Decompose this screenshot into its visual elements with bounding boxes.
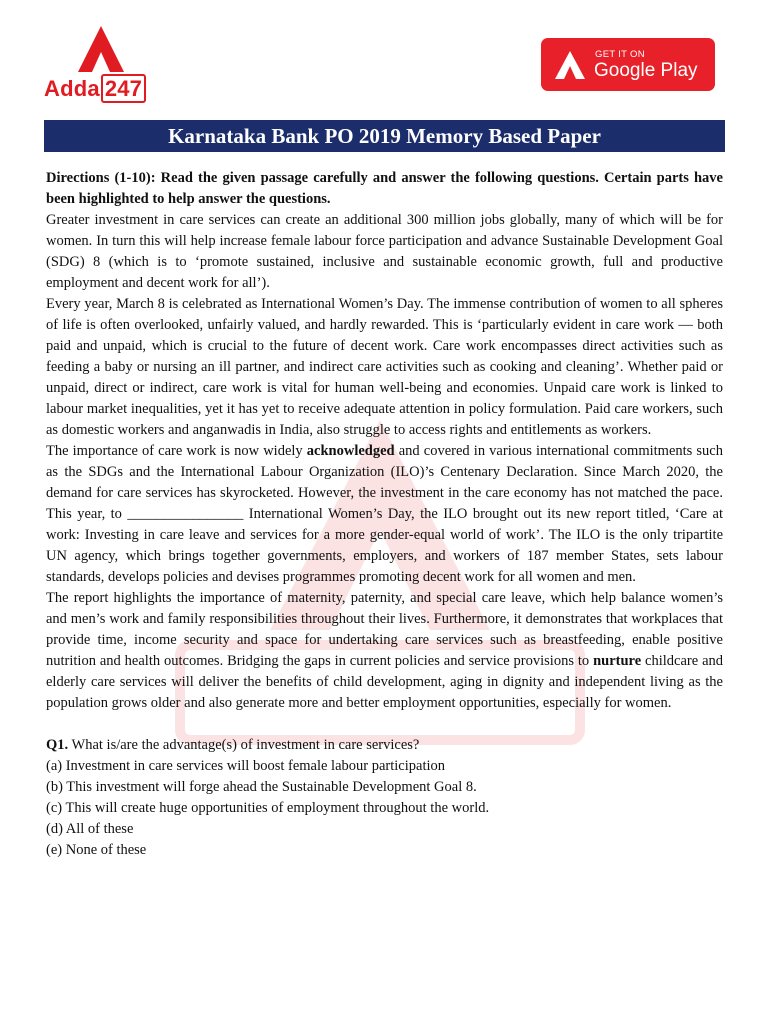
option-a: (a) Investment in care services will boost female labour participation bbox=[46, 758, 446, 774]
option-d: (d) All of these bbox=[46, 821, 134, 837]
passage-paragraph-1: Greater investment in care services can create an additional 300 million jobs globally, many of which will be for women. In turn this will help increase female labour force participation and advance Sustainable Development Goal (SDG) 8 (which is to ‘promote sustained, inclusive and sustainable economic growth, full and productive employment and decent work for all’). bbox=[46, 212, 723, 291]
passage-paragraph-4: The report highlights the importance of maternity, paternity, and special care leave, which help balance women’s and men’s work and family responsibilities throughout their lives. Furthermore, it demonstrates that workplaces that provide time, income security and space for undertaking care services such as breastfeeding, enable positive nutrition and health outcomes. Bridging the gaps in current policies and service provisions to nurture childcare and elderly care services will deliver the benefits of child development, aging in dignity and independent living as the population grows older and also generate more and better employment opportunities, especially for women. bbox=[46, 590, 724, 711]
page-title: Karnataka Bank PO 2019 Memory Based Paper bbox=[168, 123, 601, 148]
google-play-badge[interactable] bbox=[541, 38, 715, 91]
play-badge-caption: GET IT ON bbox=[595, 49, 645, 60]
passage-paragraph-3: The importance of care work is now widely acknowledged and covered in various international commitments such as the SDGs and the International Labour Organization (ILO)’s Centenary Declaration. Since March 2020, the demand for care services has skyrocketed. However, the investment in the care economy has not matched the pace. This year, to ________________ International Women’s Day, the ILO brought out its new report titled, ‘Care at work: Investing in care leave and services for a more gender-equal world of work’. The ILO is the only tripartite UN agency, which brings together governments, employers, and workers of 187 member States, sets labour standards, develops policies and devises programmes promoting decent work for all women and men. bbox=[46, 443, 723, 585]
adda-logo-a-icon bbox=[44, 26, 160, 76]
question-text: What is/are the advantage(s) of investment in care services? bbox=[68, 737, 420, 753]
question-1 bbox=[46, 735, 723, 756]
highlight-acknowledged: acknowledged bbox=[306, 443, 395, 459]
page-title-bar bbox=[44, 120, 725, 152]
highlight-nurture: nurture bbox=[593, 653, 642, 669]
option-c: (c) This will create huge opportunities of employment throughout the world. bbox=[46, 800, 490, 816]
passage-paragraph-2: Every year, March 8 is celebrated as International Women’s Day. The immense contribution of women to all spheres of life is often overlooked, unfairly valued, and hardly rewarded. This is ‘particularly evident in care work — both paid and unpaid, which is crucial to the future of decent work. Care work encompasses direct activities such as feeding a baby or nursing an ill partner, and indirect care activities such as cooking and cleaning’. Whether paid or unpaid, direct or indirect, care work is vital for human well-being and economies. Unpaid care work is linked to labour market inequalities, yet it has yet to receive adequate attention in policy formulation. Paid care workers, such as domestic workers and anganwadis in India, also struggle to access rights and entitlements as workers. bbox=[46, 296, 723, 438]
question-number: Q1. bbox=[46, 737, 69, 753]
adda247-logo bbox=[44, 26, 160, 102]
logo-wordmark: Adda 247 bbox=[44, 76, 146, 102]
question-1-options bbox=[46, 756, 723, 861]
option-e: (e) None of these bbox=[46, 842, 147, 858]
paper-content bbox=[46, 168, 723, 861]
option-b: (b) This investment will forge ahead the Sustainable Development Goal 8. bbox=[46, 779, 477, 795]
play-store-a-icon bbox=[555, 51, 585, 79]
play-badge-store: Google Play bbox=[594, 60, 698, 81]
directions-text: Directions (1-10): Read the given passage carefully and answer the following questions. Certain parts have been highlighted to help answer the questions. bbox=[46, 170, 723, 207]
